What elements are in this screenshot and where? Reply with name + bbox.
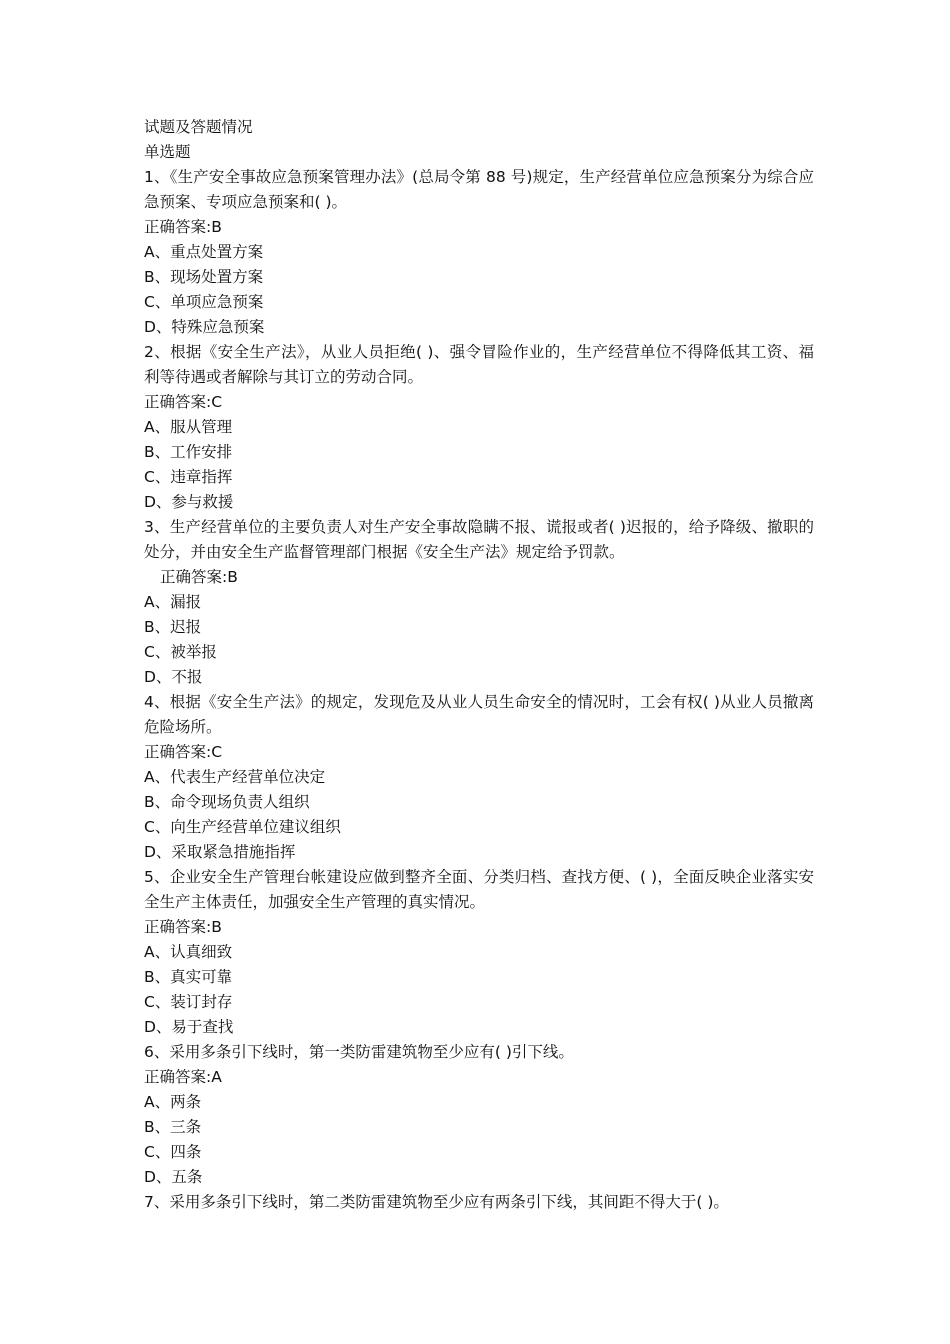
option-item: D、不报 <box>144 668 203 686</box>
answer-line: 正确答案:B <box>160 568 238 586</box>
question-text: 1、《生产安全事故应急预案管理办法》(总局令第 88 号)规定，生产经营单位应急预案分为综合应急预案、专项应急预案和( )。 <box>144 168 814 211</box>
answer-line: 正确答案:C <box>144 393 223 411</box>
option-item: C、违章指挥 <box>144 468 233 486</box>
option-item: B、真实可靠 <box>144 968 233 986</box>
option-item: D、采取紧急措施指挥 <box>144 843 296 861</box>
option-item: A、重点处置方案 <box>144 243 264 261</box>
option-item: A、两条 <box>144 1093 202 1111</box>
option-item: C、向生产经营单位建议组织 <box>144 818 341 836</box>
answer-line: 正确答案:C <box>144 743 223 761</box>
answer-line: 正确答案:B <box>144 918 222 936</box>
answer-line: 正确答案:B <box>144 218 222 236</box>
option-item: C、被举报 <box>144 643 217 661</box>
document-title: 试题及答题情况 <box>144 118 253 136</box>
option-item: D、五条 <box>144 1168 203 1186</box>
document-content <box>144 115 814 1215</box>
option-item: B、现场处置方案 <box>144 268 264 286</box>
option-item: B、三条 <box>144 1118 202 1136</box>
option-item: A、服从管理 <box>144 418 233 436</box>
question-text: 3、生产经营单位的主要负责人对生产安全事故隐瞒不报、谎报或者( )迟报的，给予降级、撤职的处分，并由安全生产监督管理部门根据《安全生产法》规定给予罚款。 <box>144 518 814 561</box>
option-item: C、单项应急预案 <box>144 293 264 311</box>
option-item: D、易于查找 <box>144 1018 234 1036</box>
option-item: B、工作安排 <box>144 443 233 461</box>
question-text: 2、根据《安全生产法》，从业人员拒绝( )、强令冒险作业的，生产经营单位不得降低其工资、福利等待遇或者解除与其订立的劳动合同。 <box>144 343 814 386</box>
question-text: 6、采用多条引下线时，第一类防雷建筑物至少应有( )引下线。 <box>144 1043 574 1061</box>
option-item: C、四条 <box>144 1143 202 1161</box>
option-item: A、代表生产经营单位决定 <box>144 768 326 786</box>
option-item: A、认真细致 <box>144 943 233 961</box>
question-text: 7、采用多条引下线时，第二类防雷建筑物至少应有两条引下线，其间距不得大于( )。 <box>144 1193 729 1211</box>
option-item: D、特殊应急预案 <box>144 318 265 336</box>
answer-line: 正确答案:A <box>144 1068 222 1086</box>
option-item: B、迟报 <box>144 618 202 636</box>
option-item: A、漏报 <box>144 593 202 611</box>
question-text: 4、根据《安全生产法》的规定，发现危及从业人员生命安全的情况时，工会有权( )从业人员撤离危险场所。 <box>144 693 814 736</box>
option-item: D、参与救援 <box>144 493 234 511</box>
option-item: B、命令现场负责人组织 <box>144 793 310 811</box>
question-text: 5、企业安全生产管理台帐建设应做到整齐全面、分类归档、查找方便、( )，全面反映企业落实安全生产主体责任，加强安全生产管理的真实情况。 <box>144 868 814 911</box>
section-heading: 单选题 <box>144 143 191 161</box>
option-item: C、装订封存 <box>144 993 233 1011</box>
